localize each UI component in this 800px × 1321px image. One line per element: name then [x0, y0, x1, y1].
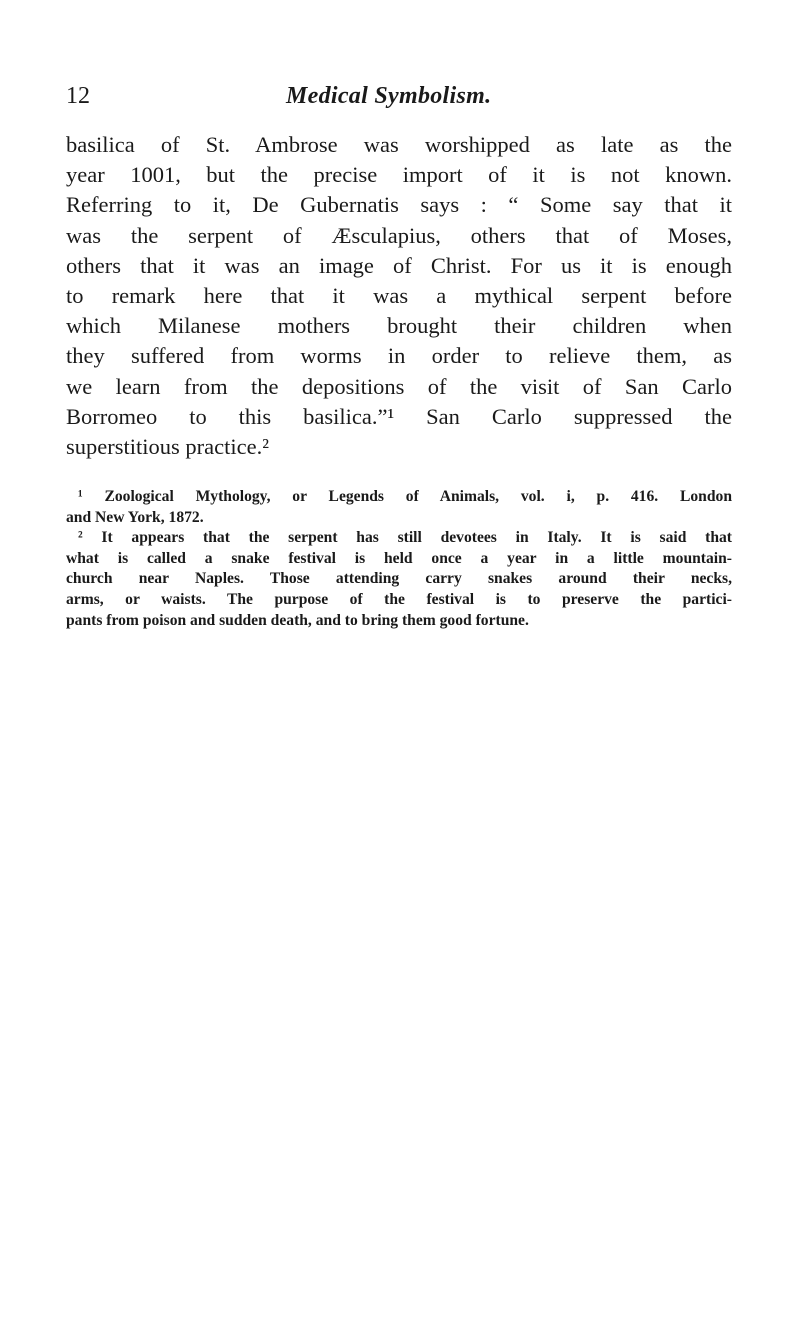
body-line: which Milanese mothers brought their children when	[66, 313, 732, 339]
body-line: we learn from the depositions of the visit of San Carlo	[66, 373, 732, 399]
body-line: Borromeo to this basilica.”¹ San Carlo suppressed the	[66, 403, 732, 429]
running-head	[66, 78, 732, 114]
body-line: superstitious practice.²	[66, 433, 269, 459]
footnotes	[66, 487, 732, 631]
footnote-2-continued: arms, or waists. The purpose of the festival is to preserve the partici-	[66, 590, 732, 608]
footnote-2-continued: what is called a snake festival is held once a year in a little mountain-	[66, 549, 732, 567]
footnote-1-continued: and New York, 1872.	[66, 508, 204, 526]
footnote-2: ² It appears that the serpent has still devotees in Italy. It is said that	[78, 529, 732, 547]
footnote-2-continued: church near Naples. Those attending carry snakes around their necks,	[66, 570, 732, 588]
body-line: others that it was an image of Christ. For us it is enough	[66, 252, 732, 278]
running-title: Medical Symbolism.	[286, 83, 492, 109]
body-line: was the serpent of Æsculapius, others that of Moses,	[66, 222, 732, 248]
footnote-2-continued: pants from poison and sudden death, and to bring them good fortune.	[66, 611, 529, 629]
page-number: 12	[66, 83, 90, 109]
body-paragraph	[66, 130, 732, 462]
body-line: basilica of St. Ambrose was worshipped as late as the	[66, 132, 732, 157]
body-line: to remark here that it was a mythical serpent before	[66, 282, 732, 308]
footnote-1: ¹ Zoological Mythology, or Legends of Animals, vol. i, p. 416. London	[78, 488, 732, 505]
body-line: they suffered from worms in order to relieve them, as	[66, 343, 732, 369]
body-line: year 1001, but the precise import of it is not known.	[66, 162, 732, 188]
body-line: Referring to it, De Gubernatis says : “ Some say that it	[66, 192, 732, 218]
